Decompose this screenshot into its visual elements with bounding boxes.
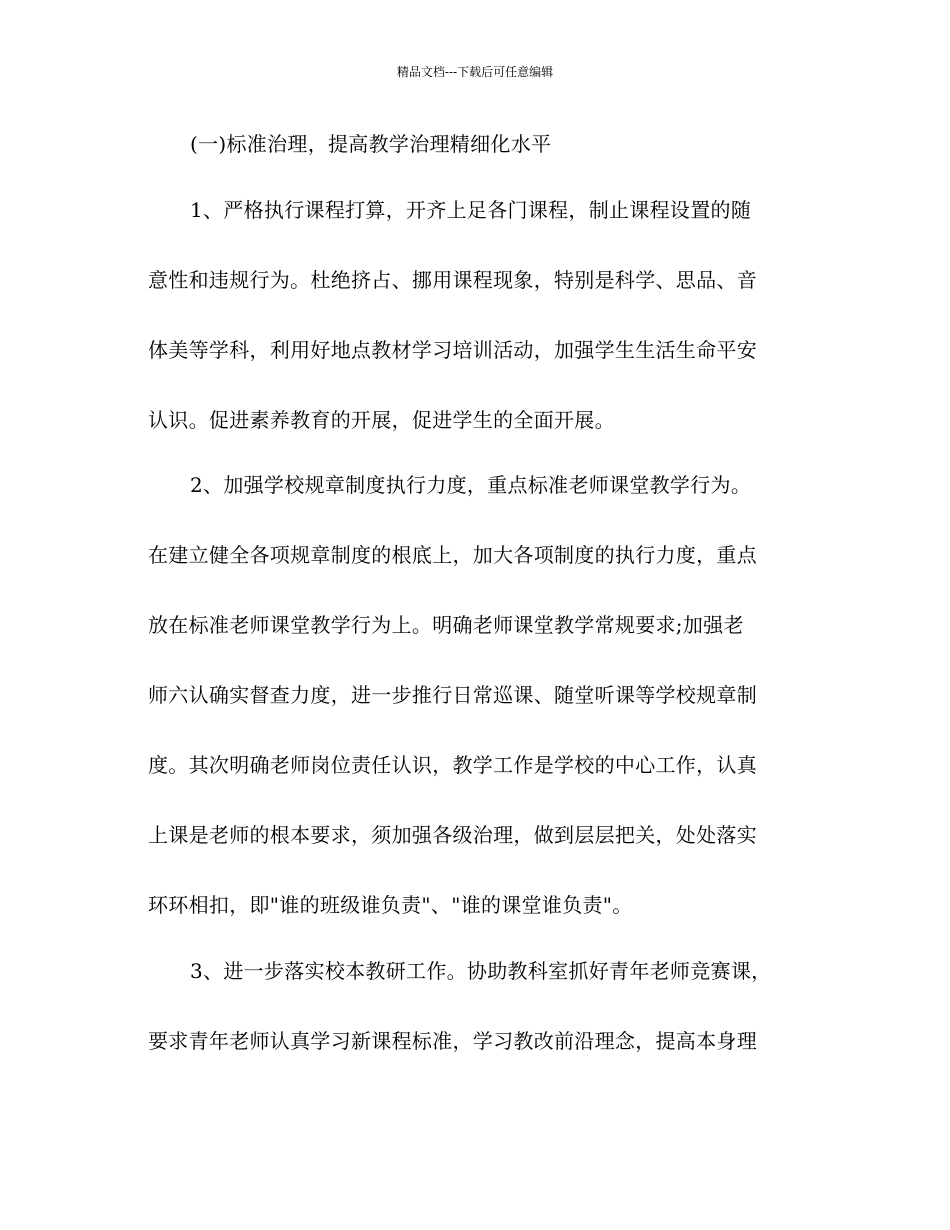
paragraph-line: 1、严格执行课程打算，开齐上足各门课程，制止课程设置的随 — [190, 198, 752, 222]
paragraph-line: 度。其次明确老师岗位责任认识，教学工作是学校的中心工作，认真 — [148, 753, 757, 777]
paragraph-line: 上课是老师的根本要求，须加强各级治理，做到层层把关，处处落实 — [148, 823, 757, 847]
paragraph-line: 意性和违规行为。杜绝挤占、挪用课程现象，特别是科学、思品、音 — [148, 268, 757, 292]
paragraph-line: 放在标准老师课堂教学行为上。明确老师课堂教学常规要求;加强老 — [148, 613, 744, 637]
paragraph-line: 师六认确实督查力度，进一步推行日常巡课、随堂听课等学校规章制 — [148, 683, 757, 707]
paragraph-line: 2、加强学校规章制度执行力度，重点标准老师课堂教学行为。 — [190, 473, 752, 497]
paragraph-line: 环环相扣，即"谁的班级谁负责"、"谁的课堂谁负责"。 — [148, 893, 633, 917]
paragraph-line: 在建立健全各项规章制度的根底上，加大各项制度的执行力度，重点 — [148, 543, 757, 567]
paragraph-line: 认识。促进素养教育的开展，促进学生的全面开展。 — [148, 408, 615, 432]
paragraph-line: 要求青年老师认真学习新课程标准，学习教改前沿理念，提高本身理 — [148, 1029, 757, 1053]
paragraph-line: 3、进一步落实校本教研工作。协助教科室抓好青年老师竞赛课， — [190, 959, 772, 983]
paragraph-line: 体美等学科，利用好地点教材学习培训活动，加强学生生活生命平安 — [148, 338, 757, 362]
section-heading: (一)标准治理，提高教学治理精细化水平 — [190, 132, 552, 156]
page-header: 精品文档---下载后可任意编辑 — [396, 65, 554, 79]
